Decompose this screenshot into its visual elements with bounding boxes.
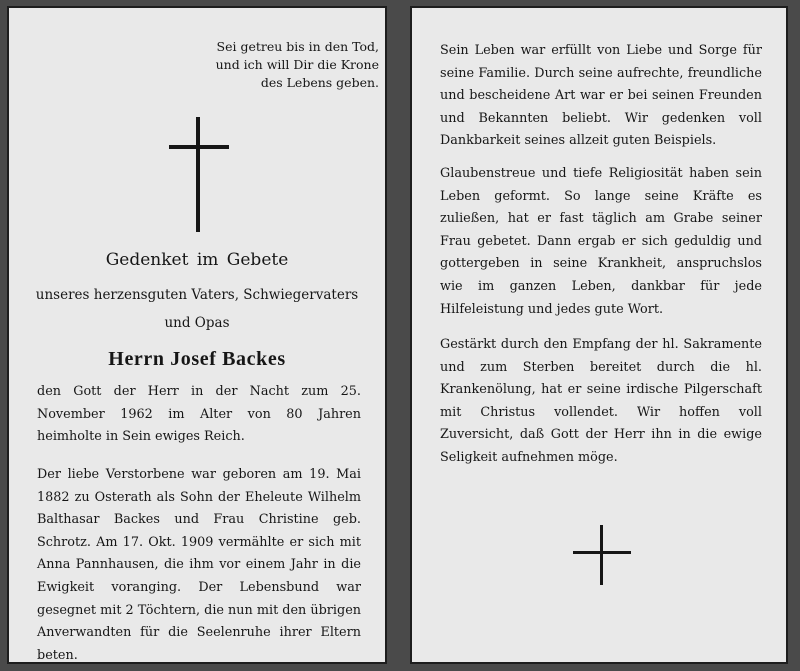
motto-line-2: und ich will Dir die Krone [215, 57, 379, 72]
gedenket-heading: Gedenket im Gebete [105, 250, 289, 270]
opas-line: und Opas [164, 315, 230, 331]
sacraments-paragraph: Gestärkt durch den Empfang der hl. Sakramente und zum Sterben bereitet durch die hl. Krankenölung, hat er seine irdische Pilgerschaft mit Christus vollendet. Wir hoffen voll Zuversicht, daß Gott der Herr ihn in die ewige Seligkeit aufnehmen möge. [440, 337, 762, 465]
relation-line: unseres herzensguten Vaters, Schwiegervaters [35, 287, 359, 303]
latin-cross-icon [169, 117, 229, 232]
memorial-card-right-page [410, 6, 788, 664]
faith-paragraph: Glaubenstreue und tiefe Religiosität haben sein Leben geformt. So lange seine Kräfte es zuließen, hat er fast täglich am Grabe seiner Frau gebetet. Dann ergab er sich geduldig und gottergeben in seine Krankheit, anspruchslos wie im ganzen Leben, dankbar für jede Hilfeleistung und jedes gute Wort. [440, 166, 762, 317]
motto-line-1: Sei getreu bis in den Tod, [216, 39, 379, 54]
cross-icon [573, 525, 631, 585]
death-notice-paragraph: den Gott der Herr in der Nacht zum 25. November 1962 im Alter von 80 Jahren heimholte in Sein ewiges Reich. [37, 384, 361, 445]
family-life-paragraph: Sein Leben war erfüllt von Liebe und Sorge für seine Familie. Durch seine aufrechte, freundliche und bescheidene Art war er bei seinen Freunden und Bekannten beliebt. Wir gedenken voll Dankbarkeit seines allzeit guten Beispiels. [440, 43, 762, 149]
deceased-name: Herrn Josef Backes [108, 348, 286, 370]
biography-paragraph: Der liebe Verstorbene war geboren am 19. Mai 1882 zu Osterath als Sohn der Eheleute Wilhelm Balthasar Backes und Frau Christine geb. Schrotz. Am 17. Okt. 1909 vermählte er sich mit Anna Pannhausen, die ihm vor einem Jahr in die Ewigkeit voranging. Der Lebensbund war gesegnet mit 2 Töchtern, die nun mit den übrigen Anverwandten für die Seelenruhe ihrer Eltern beten. [37, 467, 362, 663]
motto-line-3: des Lebens geben. [260, 75, 379, 90]
bible-verse-motto [194, 38, 379, 92]
memorial-card-left-page [7, 6, 387, 664]
